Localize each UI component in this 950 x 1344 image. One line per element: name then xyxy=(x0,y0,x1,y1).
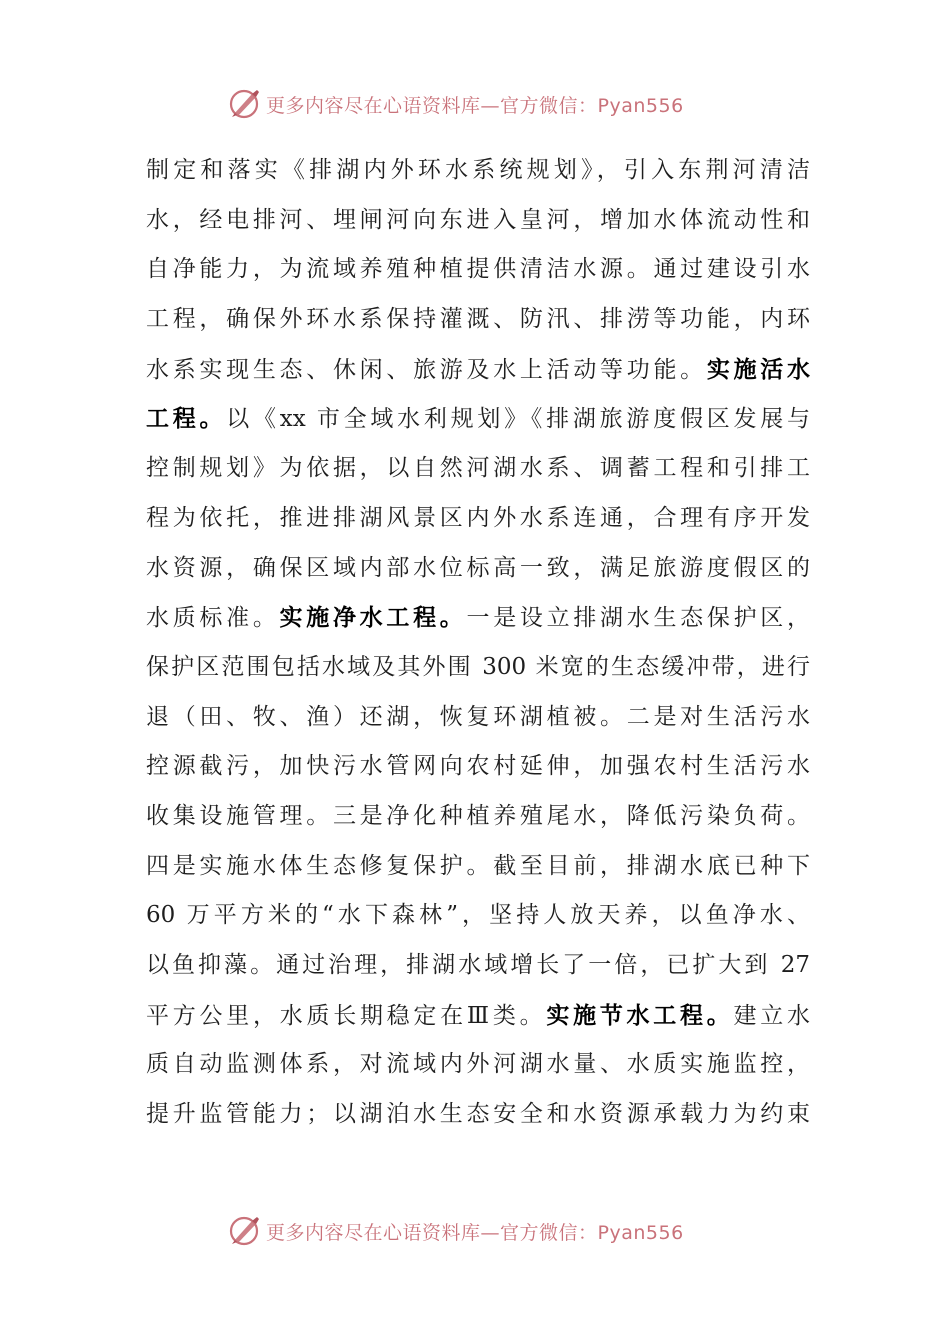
body-text-run: 以《xx 市全域水利规划》《排湖旅游度假区发展与 xyxy=(226,406,810,433)
body-line xyxy=(146,593,810,643)
body-text-run: 水质标准。 xyxy=(146,605,280,632)
body-text-run: 程为依托，推进排湖风景区内外水系连通，合理有序开发 xyxy=(146,504,810,531)
body-line xyxy=(146,345,810,395)
body-text-run: 水资源，确保区域内部水位标高一致，满足旅游度假区的 xyxy=(146,554,810,581)
body-text-run: 质自动监测体系，对流域内外河湖水量、水质实施监控， xyxy=(146,1051,810,1078)
body-text-run: 工程，确保外环水系保持灌溉、防汛、排涝等功能，内环 xyxy=(146,306,810,333)
body-line xyxy=(146,444,810,494)
body-text-run: 控制规划》为依据，以自然河湖水系、调蓄工程和引排工 xyxy=(146,455,810,482)
body-text-run: 水，经电排河、埋闸河向东进入皇河，增加水体流动性和 xyxy=(146,206,810,233)
body-text-run: 一是设立排湖水生态保护区， xyxy=(466,605,810,632)
body-text-run: 控源截污，加快污水管网向农村延伸，加强农村生活污水 xyxy=(146,753,810,780)
body-line xyxy=(146,643,810,693)
body-line xyxy=(146,245,810,295)
body-line xyxy=(146,693,810,743)
body-line xyxy=(146,1040,810,1090)
body-line xyxy=(146,792,810,842)
header-banner-text: 更多内容尽在心语资料库—官方微信：Pyan556 xyxy=(266,94,684,117)
body-line xyxy=(146,146,810,196)
body-text-run: 60 万平方米的“水下森林”，坚持人放天养，以鱼净水、 xyxy=(146,902,810,929)
body-text-run: 退（田、牧、渔）还湖，恢复环湖植被。二是对生活污水 xyxy=(146,703,810,730)
footer-banner-text: 更多内容尽在心语资料库—官方微信：Pyan556 xyxy=(266,1221,684,1244)
body-text-run: 平方公里，水质长期稳定在Ⅲ类。 xyxy=(146,1002,547,1029)
body-line xyxy=(146,891,810,941)
bold-heading: 实施节水工程。 xyxy=(546,1001,734,1029)
header-wechat-id: Pyan556 xyxy=(597,94,684,117)
body-line xyxy=(146,295,810,345)
pen-logo-icon xyxy=(228,87,262,121)
body-text-run: 建立水 xyxy=(733,1002,810,1029)
body-text-run: 水系实现生态、休闲、旅游及水上活动等功能。 xyxy=(146,356,707,383)
body-text-run: 提升监管能力；以湖泊水生态安全和水资源承载力为约束 xyxy=(146,1101,810,1128)
body-line xyxy=(146,842,810,892)
body-text-run: 自净能力，为流域养殖种植提供清洁水源。通过建设引水 xyxy=(146,256,810,283)
body-line xyxy=(146,941,810,991)
pen-logo-icon xyxy=(228,1214,262,1248)
body-text xyxy=(146,146,810,1140)
bold-heading: 实施活水 xyxy=(706,355,810,383)
bold-heading: 实施净水工程。 xyxy=(279,604,467,632)
header-banner xyxy=(0,84,950,124)
body-line xyxy=(146,494,810,544)
body-text-run: 保护区范围包括水域及其外围 300 米宽的生态缓冲带，进行 xyxy=(146,653,810,680)
body-line xyxy=(146,742,810,792)
body-text-run: 以鱼抑藻。通过治理，排湖水域增长了一倍，已扩大到 27 xyxy=(146,952,810,978)
footer-wechat-id: Pyan556 xyxy=(597,1221,684,1244)
body-line xyxy=(146,544,810,594)
body-line xyxy=(146,1090,810,1140)
body-text-run: 四是实施水体生态修复保护。截至目前，排湖水底已种下 xyxy=(146,852,810,879)
body-line xyxy=(146,196,810,246)
body-line xyxy=(146,394,810,444)
body-text-run: 制定和落实《排湖内外环水系统规划》，引入东荆河清洁 xyxy=(146,157,810,183)
body-text-run: 收集设施管理。三是净化种植养殖尾水，降低污染负荷。 xyxy=(146,802,810,829)
footer-banner xyxy=(0,1211,950,1251)
body-line xyxy=(146,991,810,1041)
bold-heading: 工程。 xyxy=(146,405,227,433)
